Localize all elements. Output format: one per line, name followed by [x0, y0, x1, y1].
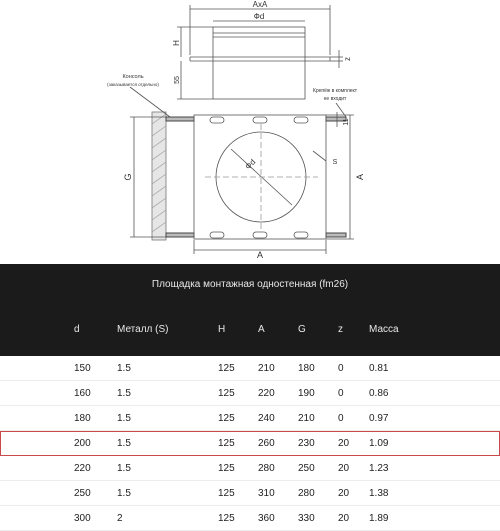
table-row	[0, 431, 500, 456]
table-cell: 230	[298, 438, 315, 449]
table-cell: 1.38	[369, 488, 389, 499]
table-cell: 240	[258, 413, 275, 424]
mounting-slots	[210, 117, 308, 238]
table-cell: 1.23	[369, 463, 389, 474]
table-cell: 0	[338, 388, 344, 399]
table-cell: 310	[258, 488, 275, 499]
header-mass: Масса	[369, 324, 399, 335]
table-cell: 2	[117, 513, 123, 524]
header-h: H	[218, 324, 226, 335]
table-cell: 125	[218, 413, 235, 424]
table-cell: 1.5	[117, 363, 131, 374]
table-row	[0, 456, 500, 481]
table-body	[0, 356, 500, 531]
wall-hatching	[152, 112, 166, 240]
drawing-svg	[0, 0, 500, 260]
table-cell: 210	[298, 413, 315, 424]
table-cell: 1.5	[117, 388, 131, 399]
table-cell: 330	[298, 513, 315, 524]
dim-11: 11	[343, 118, 350, 126]
header-z: z	[338, 324, 343, 335]
table-cell: 1.09	[369, 438, 389, 449]
table-cell: 300	[74, 513, 91, 524]
table-cell: 0	[338, 413, 344, 424]
table-cell: 190	[298, 388, 315, 399]
table-cell: 260	[258, 438, 275, 449]
table-cell: 1.5	[117, 488, 131, 499]
dim-h: H	[172, 40, 181, 46]
table-row	[0, 356, 500, 381]
table-cell: 250	[298, 463, 315, 474]
spec-table	[0, 264, 500, 524]
table-cell: 125	[218, 363, 235, 374]
table-cell: 1.5	[117, 413, 131, 424]
table-cell: 1.5	[117, 438, 131, 449]
table-cell: 0.81	[369, 363, 389, 374]
dim-z: z	[343, 57, 352, 61]
table-cell: 0.97	[369, 413, 389, 424]
technical-drawing	[0, 0, 500, 260]
header-d: d	[74, 324, 80, 335]
dim-a-bottom: A	[256, 250, 264, 260]
table-cell: 280	[258, 463, 275, 474]
table-cell: 1.89	[369, 513, 389, 524]
table-row	[0, 406, 500, 431]
table-row	[0, 481, 500, 506]
table-header	[0, 304, 500, 356]
dim-axa: AxA	[252, 0, 268, 9]
table-cell: 280	[298, 488, 315, 499]
kreplezh-label: Крепёж в комплект	[312, 88, 358, 94]
table-cell: 220	[74, 463, 91, 474]
header-metal: Металл (S)	[117, 324, 169, 335]
table-cell: 20	[338, 463, 350, 474]
konsol-label: Консоль	[122, 74, 144, 80]
pipe-elevation	[213, 27, 305, 99]
kreplezh-note: не входит	[323, 96, 347, 102]
table-cell: 125	[218, 513, 235, 524]
table-cell: 150	[74, 363, 91, 374]
table-cell: 125	[218, 388, 235, 399]
table-cell: 20	[338, 513, 350, 524]
table-cell: 200	[74, 438, 91, 449]
table-cell: 210	[258, 363, 275, 374]
table-title: Площадка монтажная одностенная (fm26)	[0, 264, 500, 304]
dim-a-right: A	[355, 173, 365, 181]
dim-55: 55	[174, 76, 181, 84]
table-row	[0, 506, 500, 531]
dim-phi-d-top: Фd	[253, 12, 265, 21]
table-cell: 1.5	[117, 463, 131, 474]
table-cell: 180	[298, 363, 315, 374]
dim-phi-d-center: Фd	[243, 157, 258, 172]
dim-g: G	[123, 173, 133, 181]
table-cell: 0	[338, 363, 344, 374]
table-cell: 125	[218, 438, 235, 449]
header-a: A	[258, 324, 265, 335]
table-cell: 360	[258, 513, 275, 524]
table-row	[0, 381, 500, 406]
table-cell: 160	[74, 388, 91, 399]
table-cell: 20	[338, 438, 350, 449]
table-cell: 220	[258, 388, 275, 399]
table-cell: 180	[74, 413, 91, 424]
table-cell: 20	[338, 488, 350, 499]
dim-s: S	[332, 159, 338, 166]
table-cell: 0.86	[369, 388, 389, 399]
table-cell: 250	[74, 488, 91, 499]
header-g: G	[298, 324, 306, 335]
table-cell: 125	[218, 463, 235, 474]
konsol-note: (заказывается отдельно)	[107, 82, 159, 87]
table-cell: 125	[218, 488, 235, 499]
